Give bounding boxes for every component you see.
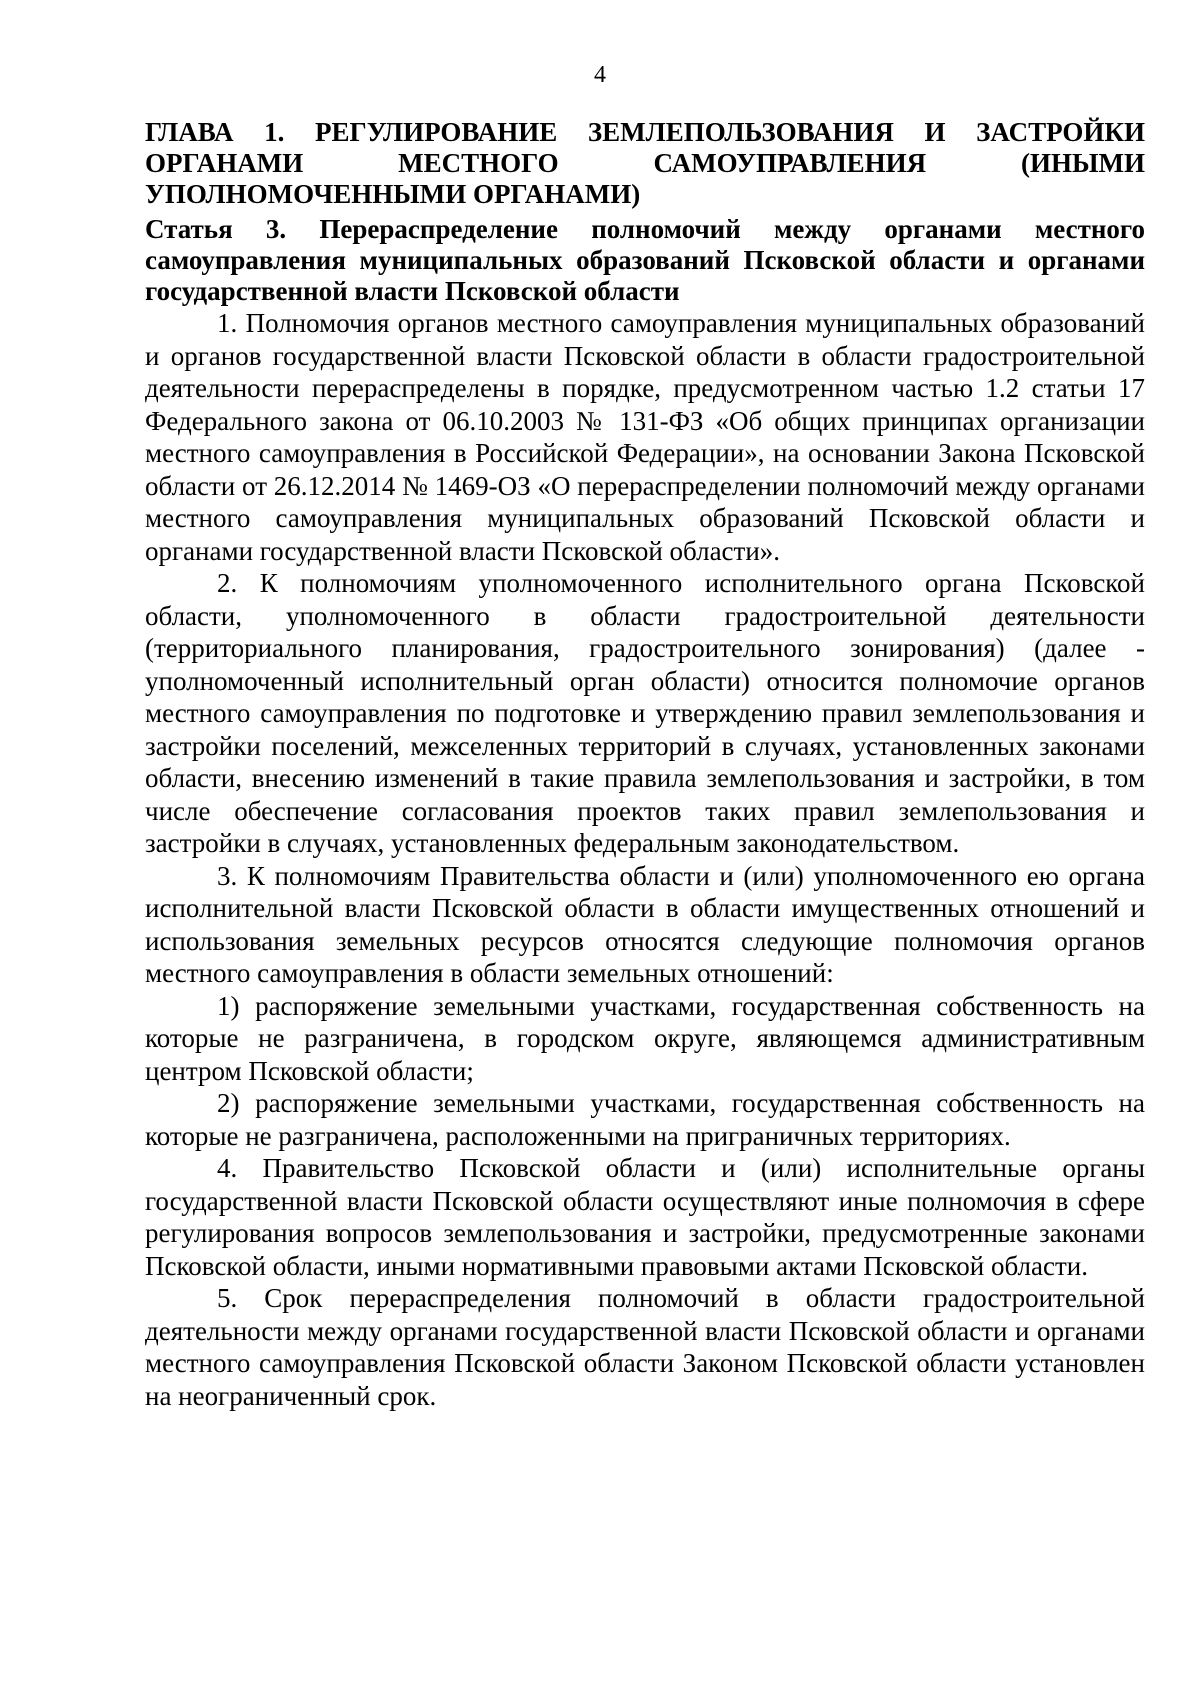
paragraph-3-item-1: 1) распоряжение земельными участками, государственная собственность на которые не разграничена, в городском округе, являющемся административным центром Псковской области;	[145, 990, 1145, 1086]
page-number: 4	[594, 62, 606, 88]
document-body	[145, 117, 1145, 1412]
paragraph-3: 3. К полномочиям Правительства области и (или) уполномоченного ею органа исполнительной власти Псковской области в области имущественных отношений и использования земельных ресурсов относятся следующие полномочия органов местного самоуправления в области земельных отношений:	[145, 860, 1145, 988]
chapter-title: ГЛАВА 1. РЕГУЛИРОВАНИЕ ЗЕМЛЕПОЛЬЗОВАНИЯ И ЗАСТРОЙКИ ОРГАНАМИ МЕСТНОГО САМОУПРАВЛЕНИЯ (ИНЫМИ УПОЛНОМОЧЕННЫМИ ОРГАНАМИ)	[145, 117, 1145, 209]
paragraph-4: 4. Правительство Псковской области и (или) исполнительные органы государственной власти Псковской области осуществляют иные полномочия в сфере регулирования вопросов землепользования и застройки, предусмотренные законами Псковской области, иными нормативными правовыми актами Псковской области.	[145, 1153, 1145, 1281]
paragraph-1: 1. Полномочия органов местного самоуправления муниципальных образований и органов государственной власти Псковской области в области градостроительной деятельности перераспределены в порядке, предусмотренном частью 1.2 статьи 17 Федерального закона от 06.10.2003 № 131-ФЗ «Об общих принципах организации местного самоуправления в Российской Федерации», на основании Закона Псковской области от 26.12.2014 № 1469-ОЗ «О перераспределении полномочий между органами местного самоуправления муниципальных образований Псковской области и органами государственной власти Псковской области».	[145, 308, 1145, 566]
paragraph-5: 5. Срок перераспределения полномочий в области градостроительной деятельности между органами государственной власти Псковской области и органами местного самоуправления Псковской области Законом Псковской области установлен на неограниченный срок.	[145, 1283, 1145, 1411]
paragraph-2: 2. К полномочиям уполномоченного исполнительного органа Псковской области, уполномоченного в области градостроительной деятельности (территориального планирования, градостроительного зонирования) (далее - уполномоченный исполнительный орган области) относится полномочие органов местного самоуправления по подготовке и утверждению правил землепользования и застройки поселений, межселенных территорий в случаях, установленных законами области, внесению изменений в такие правила землепользования и застройки, в том числе обеспечение согласования проектов таких правил землепользования и застройки в случаях, установленных федеральным законодательством.	[145, 568, 1145, 858]
article-title: Статья 3. Перераспределение полномочий между органами местного самоуправления муниципальных образований Псковской области и органами государственной власти Псковской области	[145, 214, 1145, 306]
paragraph-3-item-2: 2) распоряжение земельными участками, государственная собственность на которые не разграничена, расположенными на приграничных территориях.	[145, 1088, 1145, 1151]
